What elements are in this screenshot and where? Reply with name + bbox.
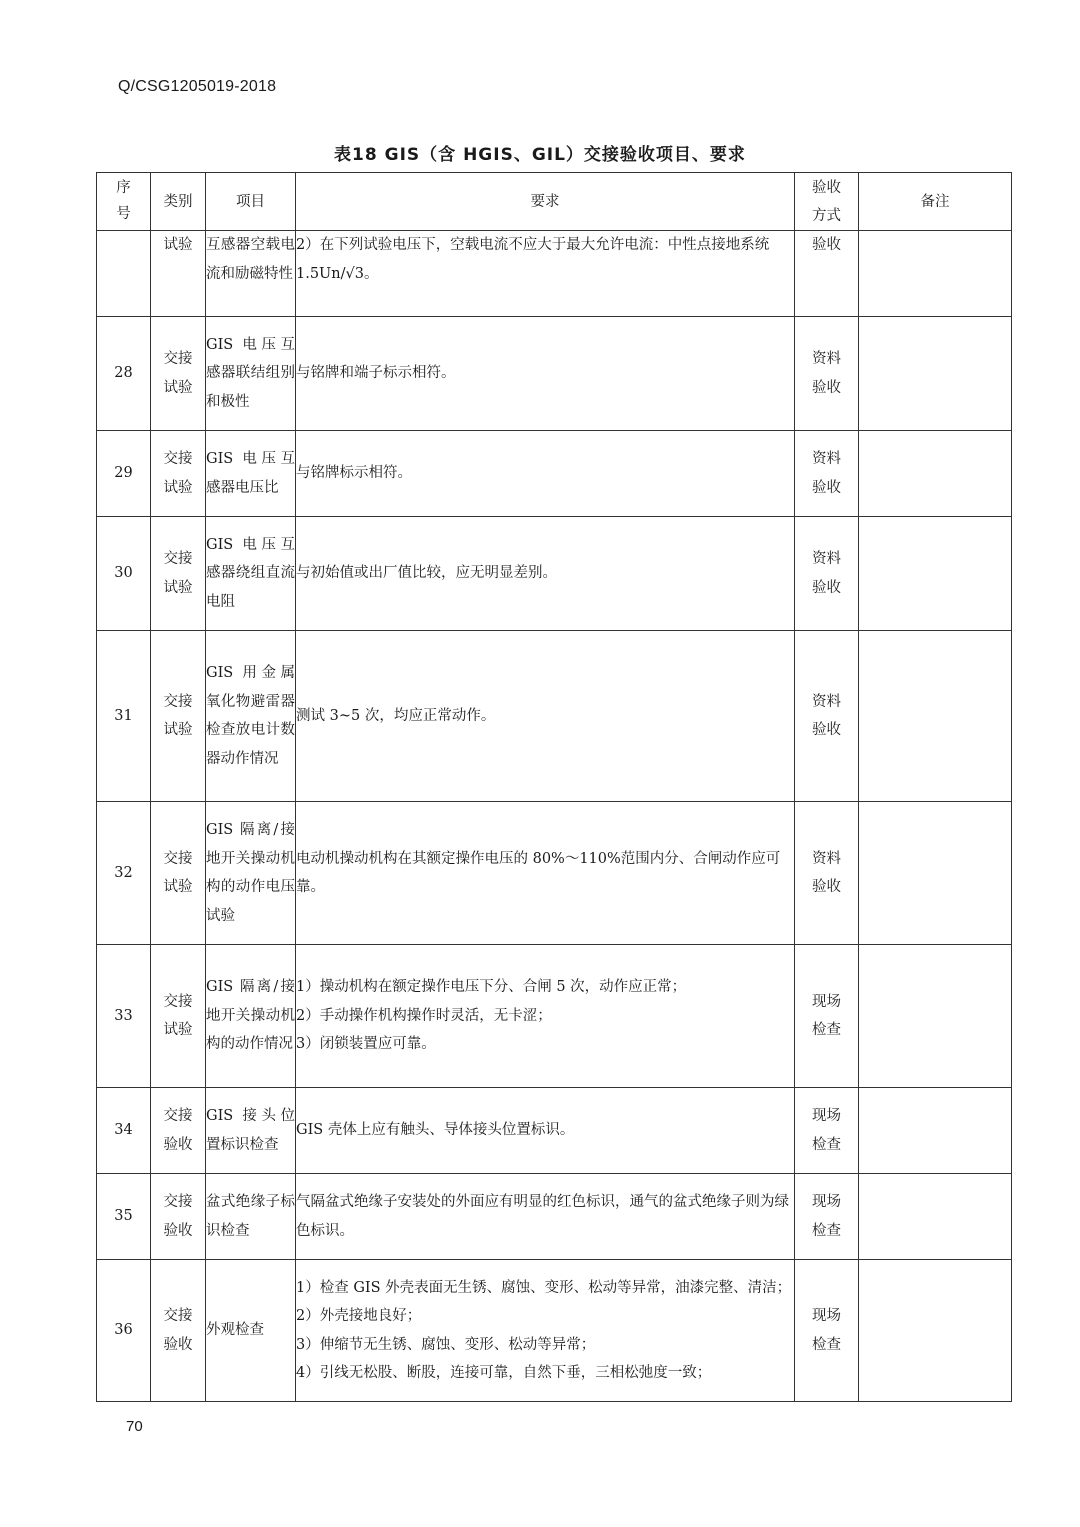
row-category-text: 交接试验: [163, 351, 193, 396]
col-header-seq: 序号: [97, 173, 151, 231]
row-category: [151, 1260, 206, 1402]
row-note: [859, 1174, 1012, 1260]
row-mode-text: 资料验收: [812, 351, 841, 396]
row-category: [151, 802, 206, 945]
row-item: GIS 电压互感器绕组直流电阻: [206, 517, 296, 631]
row-item: GIS 接头位置标识检查: [206, 1088, 296, 1174]
table-title: 表18 GIS（含 HGIS、GIL）交接验收项目、要求: [334, 145, 746, 165]
table-row: [97, 231, 1012, 317]
row-mode-text: 资料验收: [812, 850, 841, 895]
table-row: [97, 802, 1012, 945]
row-category: [151, 231, 206, 317]
row-seq: 35: [97, 1174, 151, 1260]
row-mode: [795, 1088, 859, 1174]
row-category: [151, 431, 206, 517]
row-requirement: [296, 631, 795, 802]
row-seq: 36: [97, 1260, 151, 1402]
row-requirement: [296, 802, 795, 945]
row-category: [151, 517, 206, 631]
table-row: [97, 1174, 1012, 1260]
table-row: [97, 1088, 1012, 1174]
row-mode-text: 验收: [812, 237, 841, 253]
row-requirement: [296, 1174, 795, 1260]
acceptance-table: [96, 172, 1012, 1402]
table-row: [97, 431, 1012, 517]
col-header-mode: 验收方式: [795, 173, 859, 231]
row-category: [151, 1174, 206, 1260]
row-requirement: [296, 431, 795, 517]
row-category-text: 交接验收: [163, 1308, 193, 1353]
row-item: 盆式绝缘子标识检查: [206, 1174, 296, 1260]
row-mode: [795, 1174, 859, 1260]
row-note: [859, 1088, 1012, 1174]
requirement-line: 气隔盆式绝缘子安装处的外面应有明显的红色标识，通气的盆式绝缘子则为绿色标识。: [296, 1194, 789, 1239]
table-row: [97, 1260, 1012, 1402]
row-mode-text: 现场检查: [812, 1194, 841, 1239]
row-mode: [795, 517, 859, 631]
row-note: [859, 231, 1012, 317]
row-note: [859, 631, 1012, 802]
table-row: [97, 945, 1012, 1088]
requirement-line: 与初始值或出厂值比较，应无明显差别。: [296, 565, 557, 582]
col-header-requirement: 要求: [296, 173, 795, 231]
requirement-line: 3）闭锁装置应可靠。: [296, 1036, 436, 1053]
row-category: [151, 631, 206, 802]
row-note: [859, 317, 1012, 431]
requirement-line: 2）外壳接地良好；: [296, 1308, 422, 1324]
requirement-line: 1）检查 GIS 外壳表面无生锈、腐蚀、变形、松动等异常，油漆完整、清洁；: [296, 1279, 792, 1296]
row-note: [859, 802, 1012, 945]
row-seq: [97, 231, 151, 317]
row-item: GIS 电压互感器电压比: [206, 431, 296, 517]
row-item: GIS 用金属氧化物避雷器检查放电计数器动作情况: [206, 631, 296, 802]
row-mode: [795, 231, 859, 317]
row-category-text: 交接试验: [163, 693, 193, 738]
row-item: GIS 隔离/接地开关操动机构的动作电压试验: [206, 802, 296, 945]
row-category-text: 交接试验: [163, 850, 193, 895]
row-mode-text: 现场检查: [812, 1108, 841, 1153]
row-mode-text: 资料验收: [812, 451, 841, 496]
requirement-line: 2）在下列试验电压下，空载电流不应大于最大允许电流：中性点接地系统 1.5Un/√3。: [296, 237, 770, 282]
row-category-text: 交接试验: [163, 451, 193, 496]
requirement-line: 4）引线无松股、断股，连接可靠，自然下垂，三相松弛度一致；: [296, 1365, 712, 1381]
row-mode: [795, 945, 859, 1088]
requirement-line: 与铭牌和端子标示相符。: [296, 365, 456, 382]
row-item: GIS 隔离/接地开关操动机构的动作情况: [206, 945, 296, 1088]
table-body: [97, 231, 1012, 1402]
row-mode-text: 资料验收: [812, 693, 841, 738]
table-row: [97, 317, 1012, 431]
requirement-line: 电动机操动机构在其额定操作电压的 80%～110%范围内分、合闸动作应可靠。: [296, 850, 781, 895]
row-mode: [795, 1260, 859, 1402]
row-category-text: 交接试验: [163, 551, 193, 596]
row-mode-text: 资料验收: [812, 551, 841, 596]
row-seq: 32: [97, 802, 151, 945]
row-mode-text: 现场检查: [812, 1308, 841, 1353]
row-mode: [795, 802, 859, 945]
row-seq: 33: [97, 945, 151, 1088]
row-category-text: 交接验收: [163, 1194, 193, 1239]
row-item: 互感器空载电流和励磁特性: [206, 231, 296, 317]
row-item: 外观检查: [206, 1260, 296, 1402]
requirement-line: GIS 壳体上应有触头、导体接头位置标识。: [296, 1122, 575, 1139]
row-note: [859, 945, 1012, 1088]
row-requirement: [296, 945, 795, 1088]
col-header-note: 备注: [859, 173, 1012, 231]
row-requirement: [296, 231, 795, 317]
row-requirement: [296, 517, 795, 631]
row-seq: 29: [97, 431, 151, 517]
row-mode: [795, 631, 859, 802]
table-header-row: [97, 173, 1012, 231]
col-header-item: 项目: [206, 173, 296, 231]
page-number: 70: [126, 1418, 143, 1435]
row-item: GIS 电压互感器联结组别和极性: [206, 317, 296, 431]
requirement-line: 测试 3~5 次，均应正常动作。: [296, 707, 496, 724]
row-note: [859, 517, 1012, 631]
requirement-line: 1）操动机构在额定操作电压下分、合闸 5 次，动作应正常；: [296, 979, 687, 996]
requirement-line: 3）伸缩节无生锈、腐蚀、变形、松动等异常；: [296, 1336, 596, 1353]
row-mode: [795, 431, 859, 517]
row-seq: 31: [97, 631, 151, 802]
requirement-line: 与铭牌标示相符。: [296, 465, 412, 482]
document-code: Q/CSG1205019-2018: [118, 78, 277, 95]
row-mode-text: 现场检查: [812, 993, 841, 1038]
row-category: [151, 317, 206, 431]
row-category: [151, 945, 206, 1088]
row-seq: 28: [97, 317, 151, 431]
row-requirement: [296, 317, 795, 431]
requirement-line: 2）手动操作机构操作时灵活，无卡涩；: [296, 1007, 552, 1024]
row-seq: 30: [97, 517, 151, 631]
row-requirement: [296, 1260, 795, 1402]
row-mode: [795, 317, 859, 431]
row-category-text: 交接验收: [163, 1108, 193, 1153]
row-category: [151, 1088, 206, 1174]
row-seq: 34: [97, 1088, 151, 1174]
table-row: [97, 631, 1012, 802]
row-requirement: [296, 1088, 795, 1174]
row-category-text: 试验: [163, 237, 193, 253]
table-row: [97, 517, 1012, 631]
row-note: [859, 431, 1012, 517]
row-note: [859, 1260, 1012, 1402]
col-header-category: 类别: [151, 173, 206, 231]
row-category-text: 交接试验: [163, 993, 193, 1038]
